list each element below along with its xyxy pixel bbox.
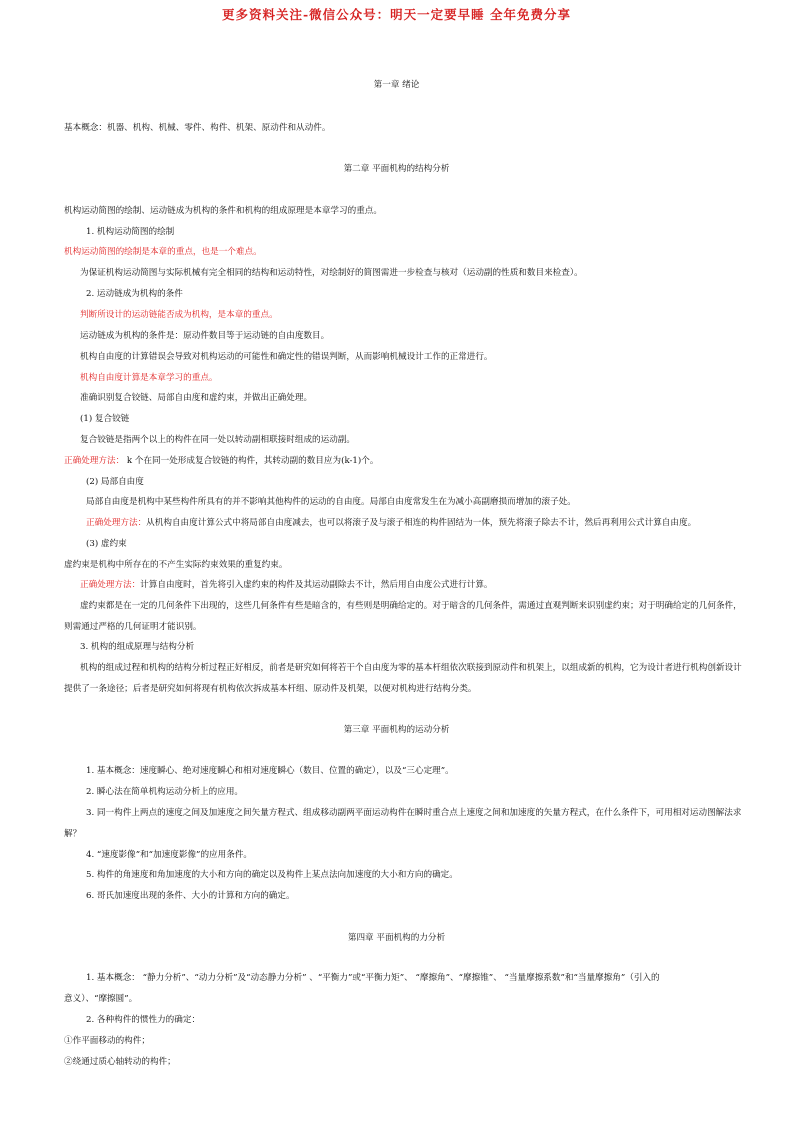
paragraph: 则需通过严格的几何证明才能识别。 — [64, 622, 202, 632]
list-item: 4. “速度影像”和“加速度影像”的应用条件。 — [86, 850, 253, 860]
highlight-note: 机构自由度计算是本章学习的重点。 — [80, 373, 218, 383]
highlight-note: 判断所设计的运动链能否成为机构，是本章的重点。 — [80, 310, 278, 320]
paragraph: 为保证机构运动简图与实际机械有完全相同的结构和运动特性，对绘制好的简图需进一步检查与核对（运动副的性质和数目来检查）。 — [80, 268, 583, 278]
section-heading: 1. 机构运动简图的绘制 — [86, 227, 175, 237]
subsection-heading: (1) 复合铰链 — [80, 414, 130, 424]
list-item: 1. 基本概念： “静力分析”、“动力分析”及“动态静力分析” 、“平衡力”或“平衡力矩”、 “摩擦角”、“摩擦锥”、 “当量摩擦系数”和“当量摩擦角”（引入的 — [86, 973, 660, 983]
chapter-4-title: 第四章 平面机构的力分析 — [347, 933, 446, 943]
method-text: k 个在同一处形成复合铰链的构件，其转动副的数目应为(k-1)个。 — [124, 456, 379, 466]
list-item: 2. 各种构件的惯性力的确定： — [86, 1015, 201, 1025]
list-item: 6. 哥氏加速度出现的条件、大小的计算和方向的确定。 — [86, 891, 295, 901]
chapter-3-title: 第三章 平面机构的运动分析 — [343, 725, 450, 735]
method-text: 从机构自由度计算公式中将局部自由度减去，也可以将滚子及与滚子相连的构件固结为一体，预先将滚子除去不计，然后再利用公式计算自由度。 — [146, 518, 697, 528]
paragraph: 局部自由度是机构中某些构件所具有的并不影响其他构件的运动的自由度。局部自由度常发生在为减小高副磨损而增加的滚子处。 — [86, 497, 576, 507]
paragraph: 基本概念：机器、机构、机械、零件、构件、机架、原动件和从动件。 — [64, 123, 331, 133]
list-item: 3. 同一构件上两点的速度之间及加速度之间矢量方程式、组成移动副两平面运动构件在瞬时重合点上速度之间和加速度的矢量方程式，在什么条件下，可用相对运动图解法求 — [86, 808, 742, 818]
method-text: 计算自由度时，首先将引入虚约束的构件及其运动副除去不计，然后用自由度公式进行计算。 — [140, 580, 493, 590]
paragraph: 机构自由度的计算错误会导致对机构运动的可能性和确定性的错误判断，从而影响机械设计工作的正常进行。 — [80, 352, 493, 362]
section-heading: 2. 运动链成为机构的条件 — [86, 289, 183, 299]
list-item: ②绕通过质心轴转动的构件； — [64, 1057, 176, 1067]
list-item: 2. 瞬心法在简单机构运动分析上的应用。 — [86, 787, 244, 797]
list-item: 1. 基本概念：速度瞬心、绝对速度瞬心和相对速度瞬心（数目、位置的确定），以及“三心定理”。 — [86, 766, 454, 776]
paragraph: 机构运动简图的绘制、运动链成为机构的条件和机构的组成原理是本章学习的重点。 — [64, 206, 382, 216]
method-label: 正确处理方法： — [86, 518, 147, 528]
method-line — [86, 517, 696, 529]
section-heading: 3. 机构的组成原理与结构分析 — [80, 642, 195, 652]
paragraph: 虚约束是机构中所存在的不产生实际约束效果的重复约束。 — [64, 560, 288, 570]
subsection-heading: (3) 虚约束 — [86, 539, 127, 549]
method-line — [80, 579, 493, 591]
list-item: ①作平面移动的构件； — [64, 1036, 150, 1046]
subsection-heading: (2) 局部自由度 — [86, 477, 144, 487]
list-item: 5. 构件的角速度和角加速度的大小和方向的确定以及构件上某点法向加速度的大小和方向的确定。 — [86, 870, 458, 880]
paragraph: 机构的组成过程和机构的结构分析过程正好相反，前者是研究如何将若干个自由度为零的基本杆组依次联接到原动件和机架上，以组成新的机构，它为设计者进行机构创新设计 — [80, 663, 742, 673]
paragraph: 运动链成为机构的条件是：原动件数目等于运动链的自由度数目。 — [80, 331, 330, 341]
chapter-1-title: 第一章 绪论 — [373, 80, 420, 90]
paragraph: 虚约束都是在一定的几何条件下出现的，这些几何条件有些是暗含的，有些则是明确给定的。对于暗含的几何条件，需通过直观判断来识别虚约束；对于明确给定的几何条件， — [80, 601, 742, 611]
paragraph: 提供了一条途径；后者是研究如何将现有机构依次拆成基本杆组、原动件及机架，以便对机构进行结构分类。 — [64, 684, 477, 694]
method-label: 正确处理方法： — [64, 456, 125, 466]
highlight-note: 机构运动简图的绘制是本章的重点，也是一个难点。 — [64, 247, 262, 257]
chapter-2-title: 第二章 平面机构的结构分析 — [343, 164, 450, 174]
method-label: 正确处理方法： — [80, 580, 141, 590]
promo-banner: 更多资料关注-微信公众号：明天一定要早睡 全年免费分享 — [221, 7, 572, 22]
method-line — [64, 455, 378, 467]
paragraph: 复合铰链是指两个以上的构件在同一处以转动副相联接时组成的运动副。 — [80, 435, 356, 445]
list-item-continuation: 解？ — [64, 829, 82, 839]
list-item-continuation: 意义）、“摩擦圆”。 — [64, 994, 138, 1004]
paragraph: 准确识别复合铰链、局部自由度和虚约束，并做出正确处理。 — [80, 393, 313, 403]
